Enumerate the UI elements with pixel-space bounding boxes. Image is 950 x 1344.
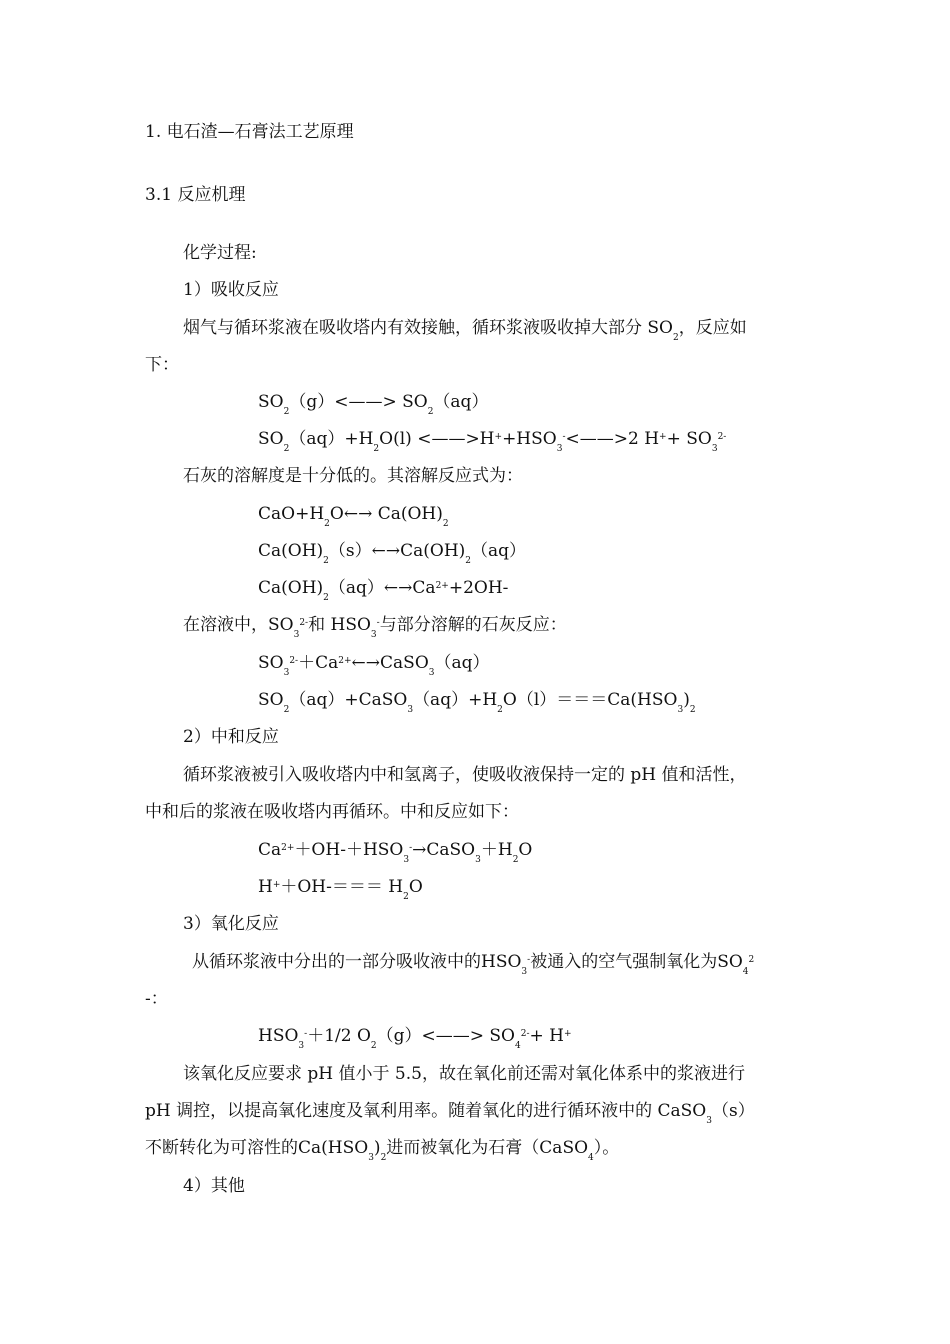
absorption-heading: 1）吸收反应 <box>183 280 279 300</box>
lime-solubility-text: 石灰的溶解度是十分低的。其溶解反应式为： <box>183 466 523 486</box>
section-heading-3-1: 3.1 反应机理 <box>145 185 246 205</box>
neutralization-paragraph-line1: 循环浆液被引入吸收塔内中和氢离子，使吸收液保持一定的 pH 值和活性， <box>183 765 747 785</box>
neutralization-paragraph-line2: 中和后的浆液在吸收塔内再循环。中和反应如下： <box>145 802 519 822</box>
oxidation-paragraph-line1: 从循环浆液中分出的一部分吸收液中的$HSO_3^-$被通入的空气强制氧化为$SO_4^2$ <box>192 952 755 977</box>
absorption-paragraph-line2: 下： <box>145 355 179 375</box>
oxidation-requirement-line1: 该氧化反应要求 pH 值小于 5.5，故在氧化前还需对氧化体系中的浆液进行 <box>183 1064 745 1084</box>
equation-cahso3-form: $SO_2(aq)+CaSO_3(aq)+H_2O(l)===Ca(HSO_3)_2$ <box>258 690 696 715</box>
equation-caoh2-dissolve: $Ca(OH)_2(s)\leftarrow\to Ca(OH)_2(aq)$ <box>258 541 527 566</box>
equation-caoh2-ionize: $Ca(OH)_2(aq)\leftarrow\to Ca^{2+}+2OH-$ <box>258 578 509 603</box>
oxidation-heading: 3）氧化反应 <box>183 914 279 934</box>
other-heading: 4）其他 <box>183 1176 245 1196</box>
oxidation-requirement-line2: pH 调控，以提高氧化速度及氧利用率。随着氧化的进行循环液中的 CaSO$_3$（s） <box>145 1101 755 1126</box>
neutralization-heading: 2）中和反应 <box>183 727 279 747</box>
equation-so2-hydrolysis: $SO_2(aq)+H_2O(l)$ $<——>H^++HSO_3^-<——>2$ $H^++ SO_3^{2-}$ <box>258 429 727 454</box>
equation-neutralization-1: $Ca^{2+}+OH-+HSO_3^-\to CaSO_3+H_2O$ <box>258 840 533 865</box>
oxidation-requirement-line3: 不断转化为可溶性的$Ca(HSO_3)_2$进而被氧化为石膏（CaSO$_4$）。 <box>145 1138 620 1163</box>
absorption-paragraph-line1: 烟气与循环浆液在吸收塔内有效接触，循环浆液吸收掉大部分 $SO_2$，反应如 <box>183 318 747 343</box>
solution-reaction-text: 在溶液中，$SO_3^{2-}$和 $HSO_3^-$与部分溶解的石灰反应： <box>183 615 567 640</box>
equation-oxidation: $HSO_3^-+1/2$ $O_2(g)<——> SO_4^{2-}+ H^+$ <box>258 1026 572 1051</box>
equation-caso3-form: $SO_3^{2-}+Ca^{2+}\leftarrow\to CaSO_3(aq)$ <box>258 653 490 678</box>
chem-process-label: 化学过程: <box>183 243 257 263</box>
equation-so2-dissolution: $SO_2(g)<——> SO_2(aq)$ <box>258 392 489 417</box>
equation-cao-hydration: $CaO+H_2O\leftarrow\to Ca(OH)_2$ <box>258 504 449 529</box>
equation-neutralization-2: $H^++OH-=== H_2O$ <box>258 877 423 902</box>
oxidation-paragraph-line2: -： <box>145 989 168 1009</box>
section-heading-1: 1. 电石渣—石膏法工艺原理 <box>145 122 354 142</box>
